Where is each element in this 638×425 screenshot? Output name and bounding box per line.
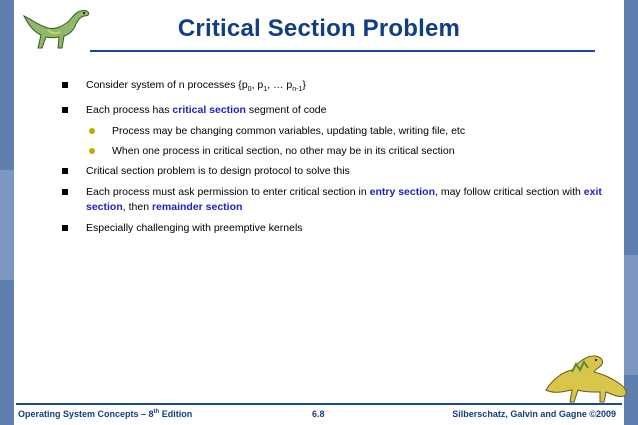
page-number: 6.8 — [312, 409, 325, 419]
round-bullet-icon — [89, 128, 95, 134]
left-stripe — [0, 0, 14, 425]
square-bullet-icon — [62, 225, 68, 231]
square-bullet-icon — [62, 189, 68, 195]
round-bullet-icon — [89, 148, 95, 154]
keyword: critical section — [172, 104, 246, 117]
bullet-item: Especially challenging with preemptive kernels — [62, 221, 622, 236]
bullet-list — [62, 78, 622, 242]
keyword: remainder section — [151, 201, 243, 214]
bullet-item: Consider system of n processes {$p_0$, $p_1$, … $p_{n-1}$} — [62, 78, 622, 97]
square-bullet-icon — [62, 82, 68, 88]
title-rule — [90, 50, 595, 52]
footer-book-title: Operating System Concepts – 8th Edition — [18, 409, 193, 419]
footer-authors: Silberschatz, Galvin and Gagne ©2009 — [452, 409, 616, 419]
bullet-item: Each process must ask permission to enter critical section in entry section, may follow critical section with exit section, then remainder section — [62, 185, 622, 215]
keyword: exit section — [86, 186, 602, 214]
dinosaur-icon — [542, 350, 632, 405]
sub-bullet-item: When one process in critical section, no other may be in its critical section — [62, 144, 622, 159]
bullet-item: Critical section problem is to design protocol to solve this — [62, 164, 622, 179]
sub-bullet-item: Process may be changing common variables, updating table, writing file, etc — [62, 124, 622, 139]
footer-rule — [16, 403, 622, 405]
keyword: entry section — [369, 186, 435, 199]
bullet-item: Each process has critical section segment of code — [62, 103, 622, 118]
slide-title: Critical Section Problem — [177, 15, 461, 42]
square-bullet-icon — [62, 107, 68, 113]
square-bullet-icon — [62, 168, 68, 174]
